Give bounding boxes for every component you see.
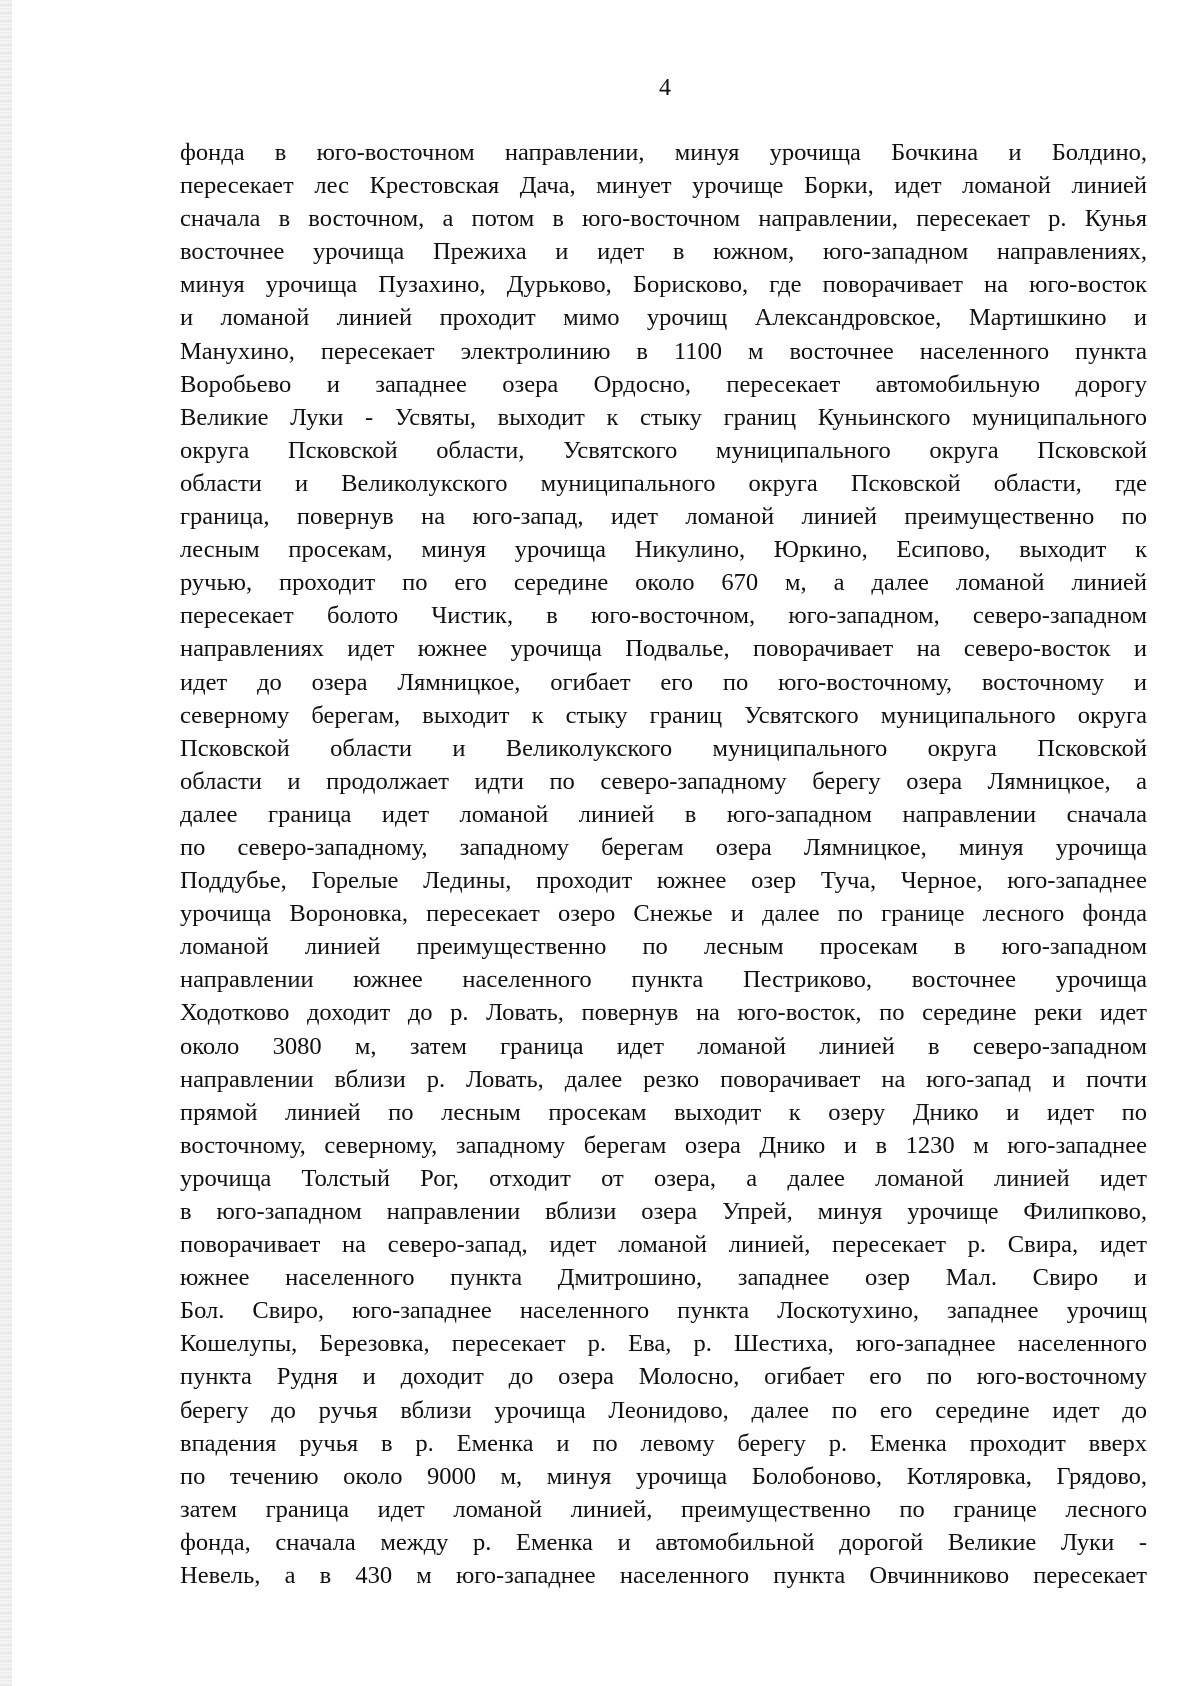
text-line: Бол. Свиро, юго-западнее населенного пункта Лоскотухино, западнее урочищ — [180, 1297, 1147, 1325]
text-line: прямой линией по лесным просекам выходит к озеру Днико и идет по — [180, 1098, 1147, 1126]
text-line: восточному, северному, западному берегам озера Днико и в 1230 м юго-западнее — [180, 1131, 1147, 1159]
page-number: 4 — [659, 75, 671, 101]
text-line: Поддубье, Горелые Ледины, проходит южнее озер Туча, Черное, юго-западнее — [180, 867, 1147, 895]
text-line: и ломаной линией проходит мимо урочищ Александровское, Мартишкино и — [180, 304, 1147, 332]
text-line: фонда в юго-восточном направлении, минуя урочища Бочкина и Болдино, — [180, 139, 1147, 166]
text-line: восточнее урочища Прежиха и идет в южном, юго-западном направлениях, — [180, 238, 1147, 266]
text-line: направлениях идет южнее урочища Подвалье, поворачивает на северо-восток и — [180, 635, 1147, 663]
text-line: направлении вблизи р. Ловать, далее резко поворачивает на юго-запад и почти — [180, 1065, 1147, 1093]
text-line: направлении южнее населенного пункта Пестриково, восточнее урочища — [180, 966, 1147, 994]
text-line: Манухино, пересекает электролинию в 1100 м восточнее населенного пункта — [180, 337, 1147, 365]
text-line: Великие Луки - Усвяты, выходит к стыку границ Куньинского муниципального — [180, 403, 1147, 431]
text-line: Ходотково доходит до р. Ловать, повернув на юго-восток, по середине реки идет — [180, 999, 1147, 1027]
text-line: области и Великолукского муниципального округа Псковской области, где — [180, 469, 1147, 497]
text-line: минуя урочища Пузахино, Дурьково, Борисково, где поворачивает на юго-восток — [180, 271, 1147, 299]
text-line: затем граница идет ломаной линией, преимущественно по границе лесного — [180, 1495, 1147, 1523]
text-line: по северо-западному, западному берегам озера Лямницкое, минуя урочища — [180, 833, 1147, 861]
body-text — [180, 136, 1147, 1592]
text-line: Псковской области и Великолукского муниципального округа Псковской — [180, 734, 1147, 762]
text-line: Невель, а в 430 м юго-западнее населенного пункта Овчинниково пересекает — [180, 1562, 1147, 1590]
text-line: ломаной линией преимущественно по лесным просекам в юго-западном — [180, 933, 1147, 961]
text-line: северному берегам, выходит к стыку границ Усвятского муниципального округа — [180, 701, 1147, 729]
text-line: Кошелупы, Березовка, пересекает р. Ева, р. Шестиха, юго-западнее населенного — [180, 1330, 1147, 1358]
text-line: пункта Рудня и доходит до озера Молосно, огибает его по юго-восточному — [180, 1363, 1147, 1391]
text-line: Воробьево и западнее озера Ордосно, пересекает автомобильную дорогу — [180, 370, 1147, 398]
text-line: урочища Вороновка, пересекает озеро Снежье и далее по границе лесного фонда — [180, 900, 1147, 928]
text-line: граница, повернув на юго-запад, идет ломаной линией преимущественно по — [180, 503, 1147, 531]
text-line: пересекает лес Крестовская Дача, минует урочище Борки, идет ломаной линией — [180, 172, 1147, 200]
text-line: фонда, сначала между р. Еменка и автомобильной дорогой Великие Луки - — [180, 1528, 1147, 1556]
text-line: около 3080 м, затем граница идет ломаной линией в северо-западном — [180, 1032, 1147, 1060]
scan-edge-shadow — [0, 0, 12, 1686]
text-line: в юго-западном направлении вблизи озера Упрей, минуя урочище Филипково, — [180, 1198, 1147, 1225]
text-line: берегу до ручья вблизи урочища Леонидово, далее по его середине идет до — [180, 1396, 1147, 1424]
text-line: сначала в восточном, а потом в юго-восточном направлении, пересекает р. Кунья — [180, 205, 1147, 233]
text-line: округа Псковской области, Усвятского муниципального округа Псковской — [180, 436, 1147, 464]
text-line: области и продолжает идти по северо-западному берегу озера Лямницкое, а — [180, 767, 1147, 795]
text-line: далее граница идет ломаной линией в юго-западном направлении сначала — [180, 800, 1147, 828]
text-line: лесным просекам, минуя урочища Никулино, Юркино, Есипово, выходит к — [180, 536, 1147, 564]
text-line: урочища Толстый Рог, отходит от озера, а далее ломаной линией идет — [180, 1164, 1147, 1192]
text-line: поворачивает на северо-запад, идет ломаной линией, пересекает р. Свира, идет — [180, 1231, 1147, 1259]
text-line: ручью, проходит по его середине около 670 м, а далее ломаной линией — [180, 569, 1147, 597]
text-line: южнее населенного пункта Дмитрошино, западнее озер Мал. Свиро и — [180, 1264, 1147, 1292]
text-line: идет до озера Лямницкое, огибает его по юго-восточному, восточному и — [180, 668, 1147, 696]
text-line: по течению около 9000 м, минуя урочища Болобоново, Котляровка, Грядово, — [180, 1462, 1147, 1490]
text-line: впадения ручья в р. Еменка и по левому берегу р. Еменка проходит вверх — [180, 1429, 1147, 1457]
text-line: пересекает болото Чистик, в юго-восточном, юго-западном, северо-западном — [180, 602, 1147, 630]
